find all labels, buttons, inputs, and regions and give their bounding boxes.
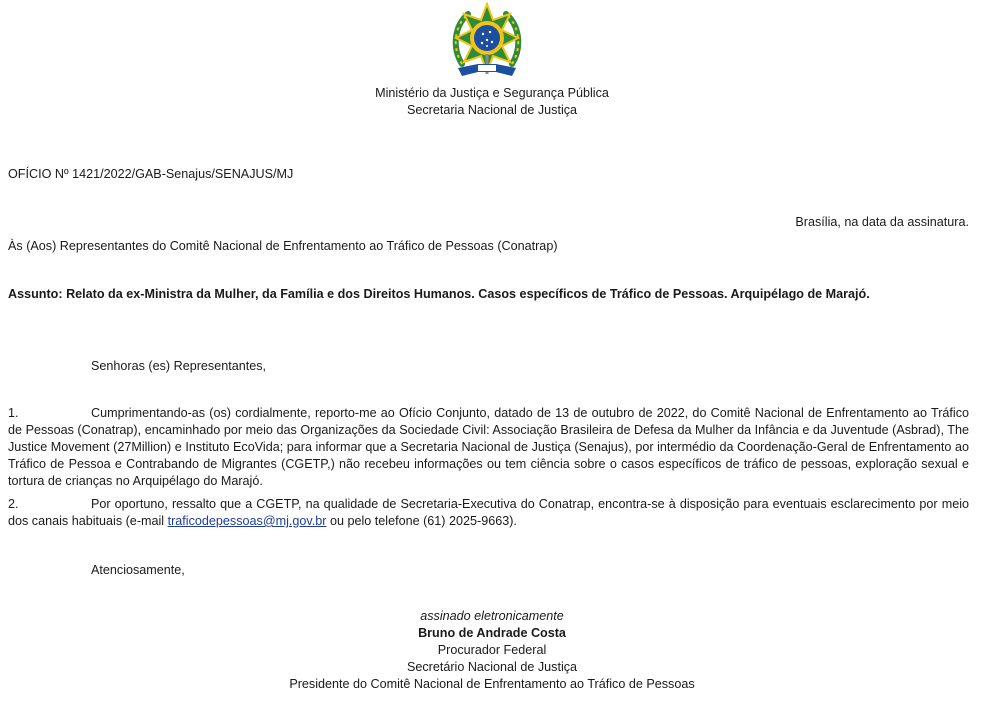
paragraph-number: 1.	[8, 406, 19, 420]
ministry-name: Ministério da Justiça e Segurança Pública	[375, 86, 609, 100]
paragraph-text: Cumprimentando-as (os) cordialmente, reporto-me ao Ofício Conjunto, datado de 13 de outubro de 2022, do Comitê Nacional de Enfrentamento ao Tráfico de Pessoas (Conatrap), encaminhado por meio das Organizações da Sociedade Civil: Associação Brasileira de Defesa da Mulher da Infância e da Juventude (Asbrad), The Justice Movement (27Million) e Instituto EcoVida; para informar que a Secretaria Nacional de Justiça (Senajus), por intermédio da Coordenação-Geral de Enfrentamento ao Tráfico de Pessoa e Contrabando de Migrantes (CGETP,) não recebeu informações ou tem ciência sobre o casos específicos de tráfico de pessoas, exploração sexual e tortura de crianças no Arquipélago do Marajó.	[8, 406, 969, 488]
signer-name: Bruno de Andrade Costa	[418, 626, 566, 640]
secretariat-name: Secretaria Nacional de Justiça	[406, 103, 578, 117]
coat-of-arms-emblem	[448, 2, 526, 80]
greeting: Senhoras (es) Representantes,	[91, 359, 267, 373]
paragraph-text: Por oportuno, ressalto que a CGETP, na qualidade de Secretaria-Executiva do Conatrap, encontra-se à disposição para eventuais esclarecimento por meio dos canais habituais (e-mail	[8, 497, 969, 528]
subject-line: Assunto: Relato da ex-Ministra da Mulher, da Família e dos Direitos Humanos. Casos específicos de Tráfico de Pessoas. Arquipélago de Marajó.	[8, 287, 870, 301]
recipient-line: Às (Aos) Representantes do Comitê Nacional de Enfrentamento ao Tráfico de Pessoas (Conatrap)	[8, 239, 558, 253]
paragraph-number: 2.	[8, 497, 19, 511]
paragraph-2	[8, 496, 969, 530]
signature-note: assinado eletronicamente	[420, 609, 564, 623]
signer-role-3: Presidente do Comitê Nacional de Enfrentamento ao Tráfico de Pessoas	[289, 677, 695, 691]
paragraph-1	[8, 405, 969, 490]
email-link[interactable]: traficodepessoas@mj.gov.br	[167, 514, 327, 528]
paragraph-text-end: ou pelo telefone (61) 2025-9663).	[326, 514, 517, 528]
signer-role-2: Secretário Nacional de Justiça	[406, 660, 578, 674]
document-reference: OFÍCIO Nº 1421/2022/GAB-Senajus/SENAJUS/MJ	[8, 167, 294, 181]
signer-role-1: Procurador Federal	[437, 643, 547, 657]
place-date: Brasília, na data da assinatura.	[795, 215, 969, 229]
closing: Atenciosamente,	[91, 563, 185, 577]
